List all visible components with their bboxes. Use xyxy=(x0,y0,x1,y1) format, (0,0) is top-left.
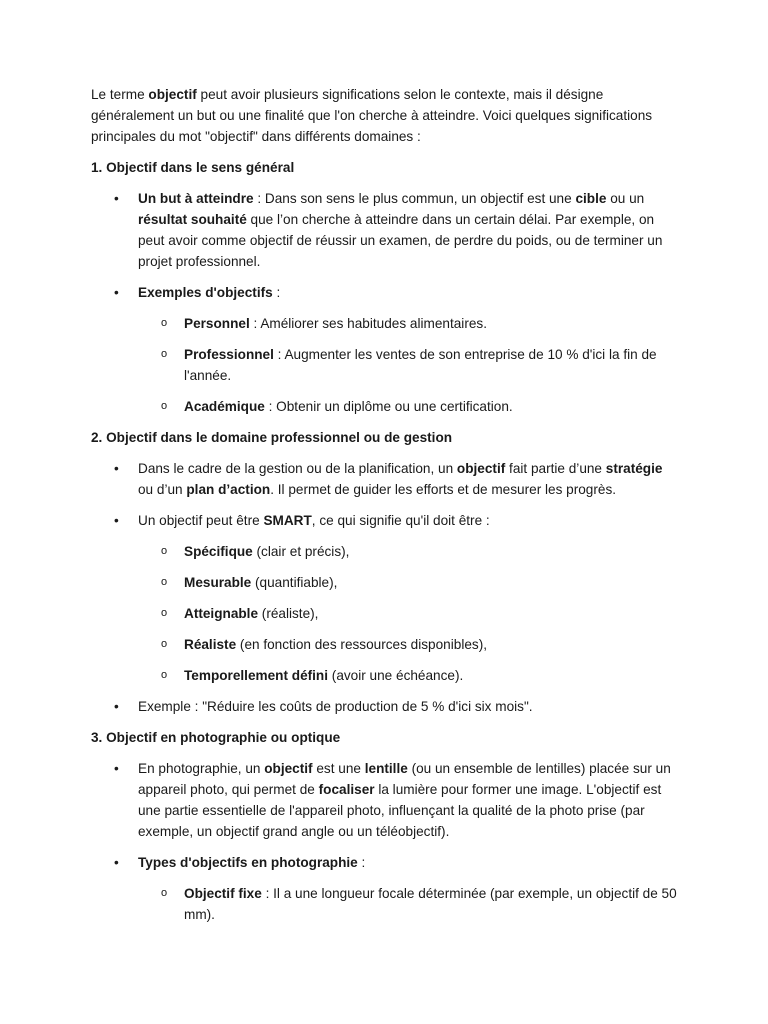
text-run: fait partie d’une xyxy=(505,461,606,476)
bullet-text xyxy=(138,852,681,873)
section xyxy=(91,727,681,925)
sub-bullet-item xyxy=(138,396,681,417)
text-run: En photographie, un xyxy=(138,761,265,776)
text-run: Exemple : "Réduire les coûts de production de 5 % d'ici six mois". xyxy=(138,699,533,714)
bold-text: Personnel xyxy=(184,316,250,331)
bold-text: Spécifique xyxy=(184,544,253,559)
text-run: peut avoir plusieurs significations selon le contexte, mais il désigne généralement un but ou une finalité que l'on cherche à atteindre. Voici quelques significations principales du mot "objectif" dans différents domaines : xyxy=(91,87,653,144)
bold-text: objectif xyxy=(456,461,506,476)
bullet-item xyxy=(91,852,681,925)
text-run: : xyxy=(357,855,366,870)
sub-bullet-item xyxy=(138,541,681,562)
bold-text: Atteignable xyxy=(184,606,259,621)
document-sections xyxy=(91,157,681,925)
sub-bullet-item xyxy=(138,313,681,334)
text-run: (avoir une échéance). xyxy=(328,668,464,683)
text-run: ou un xyxy=(606,191,645,206)
text-run: (réaliste), xyxy=(258,606,319,621)
bold-text: Types d'objectifs en photographie xyxy=(138,855,358,870)
text-run: Un objectif peut être xyxy=(138,513,264,528)
bold-text: Temporellement défini xyxy=(184,668,329,683)
sub-bullet-list xyxy=(138,313,681,417)
bold-text: Réaliste xyxy=(184,637,237,652)
bold-text: focaliser xyxy=(318,782,375,797)
bullet-text xyxy=(138,188,681,272)
bullet-item xyxy=(91,188,681,272)
bold-text: Objectif fixe xyxy=(184,886,262,901)
bullet-text xyxy=(138,458,681,500)
bold-text: résultat souhaité xyxy=(138,212,247,227)
section-heading: 1. Objectif dans le sens général xyxy=(91,160,295,175)
bold-text: Professionnel xyxy=(184,347,274,362)
sub-bullet-list xyxy=(138,541,681,686)
text-run: est une xyxy=(312,761,365,776)
section-heading: 2. Objectif dans le domaine professionnel ou de gestion xyxy=(91,430,453,445)
bullet-text xyxy=(138,696,681,717)
text-run: (quantifiable), xyxy=(251,575,338,590)
bullet-item xyxy=(91,510,681,686)
text-run: (en fonction des ressources disponibles), xyxy=(236,637,488,652)
text-run: que l’on cherche à atteindre dans un certain délai. Par exemple, on peut avoir comme objectif de réussir un examen, de perdre du poids, ou de terminer un projet professionnel. xyxy=(138,212,663,269)
sub-bullet-item xyxy=(138,883,681,925)
sub-bullet-item xyxy=(138,603,681,624)
intro-paragraph xyxy=(91,84,681,147)
text-run: la lumière pour former une image. L'objectif est une partie essentielle de l'appareil photo, influençant la qualité de la photo prise (par exemple, un objectif grand angle ou un téléobjectif). xyxy=(138,782,662,839)
bold-text: Exemples d'objectifs xyxy=(138,285,273,300)
bullet-text xyxy=(138,282,681,303)
bullet-list xyxy=(91,458,681,717)
sub-bullet-item xyxy=(138,572,681,593)
text-run: . Il permet de guider les efforts et de mesurer les progrès. xyxy=(270,482,617,497)
section xyxy=(91,157,681,417)
text-run: (ou un ensemble de lentilles) placée sur un appareil photo, qui permet de xyxy=(138,761,671,797)
text-run: : Obtenir un diplôme ou une certification. xyxy=(264,399,513,414)
bold-text: lentille xyxy=(364,761,408,776)
bullet-text xyxy=(138,510,681,531)
text-run: : Dans son sens le plus commun, un objectif est une xyxy=(253,191,576,206)
text-run: : Améliorer ses habitudes alimentaires. xyxy=(249,316,487,331)
section xyxy=(91,427,681,717)
bold-text: Mesurable xyxy=(184,575,252,590)
bold-text: stratégie xyxy=(605,461,663,476)
sub-bullet-item xyxy=(138,634,681,655)
bullet-text xyxy=(138,758,681,842)
text-run: : Il a une longueur focale déterminée (par exemple, un objectif de 50 mm). xyxy=(184,886,677,922)
bold-text: objectif xyxy=(264,761,313,776)
bullet-list xyxy=(91,758,681,925)
text-run: : xyxy=(272,285,281,300)
bold-text: cible xyxy=(575,191,607,206)
bullet-item xyxy=(91,282,681,417)
document-page xyxy=(91,84,681,935)
sub-bullet-item xyxy=(138,344,681,386)
bullet-item xyxy=(91,758,681,842)
sub-bullet-item xyxy=(138,665,681,686)
text-run: (clair et précis), xyxy=(252,544,350,559)
text-run: , ce qui signifie qu'il doit être : xyxy=(311,513,490,528)
sub-bullet-list xyxy=(138,883,681,925)
text-run: Le terme xyxy=(91,87,149,102)
text-run: Dans le cadre de la gestion ou de la planification, un xyxy=(138,461,457,476)
bullet-item xyxy=(91,458,681,500)
bold-text: objectif xyxy=(148,87,197,102)
bold-text: Académique xyxy=(184,399,265,414)
text-run: : Augmenter les ventes de son entreprise de 10 % d'ici la fin de l'année. xyxy=(184,347,657,383)
bold-text: Un but à atteindre xyxy=(138,191,254,206)
bullet-list xyxy=(91,188,681,417)
text-run: ou d’un xyxy=(138,482,187,497)
bullet-item xyxy=(91,696,681,717)
bold-text: plan d’action xyxy=(186,482,271,497)
section-heading: 3. Objectif en photographie ou optique xyxy=(91,730,341,745)
bold-text: SMART xyxy=(263,513,312,528)
